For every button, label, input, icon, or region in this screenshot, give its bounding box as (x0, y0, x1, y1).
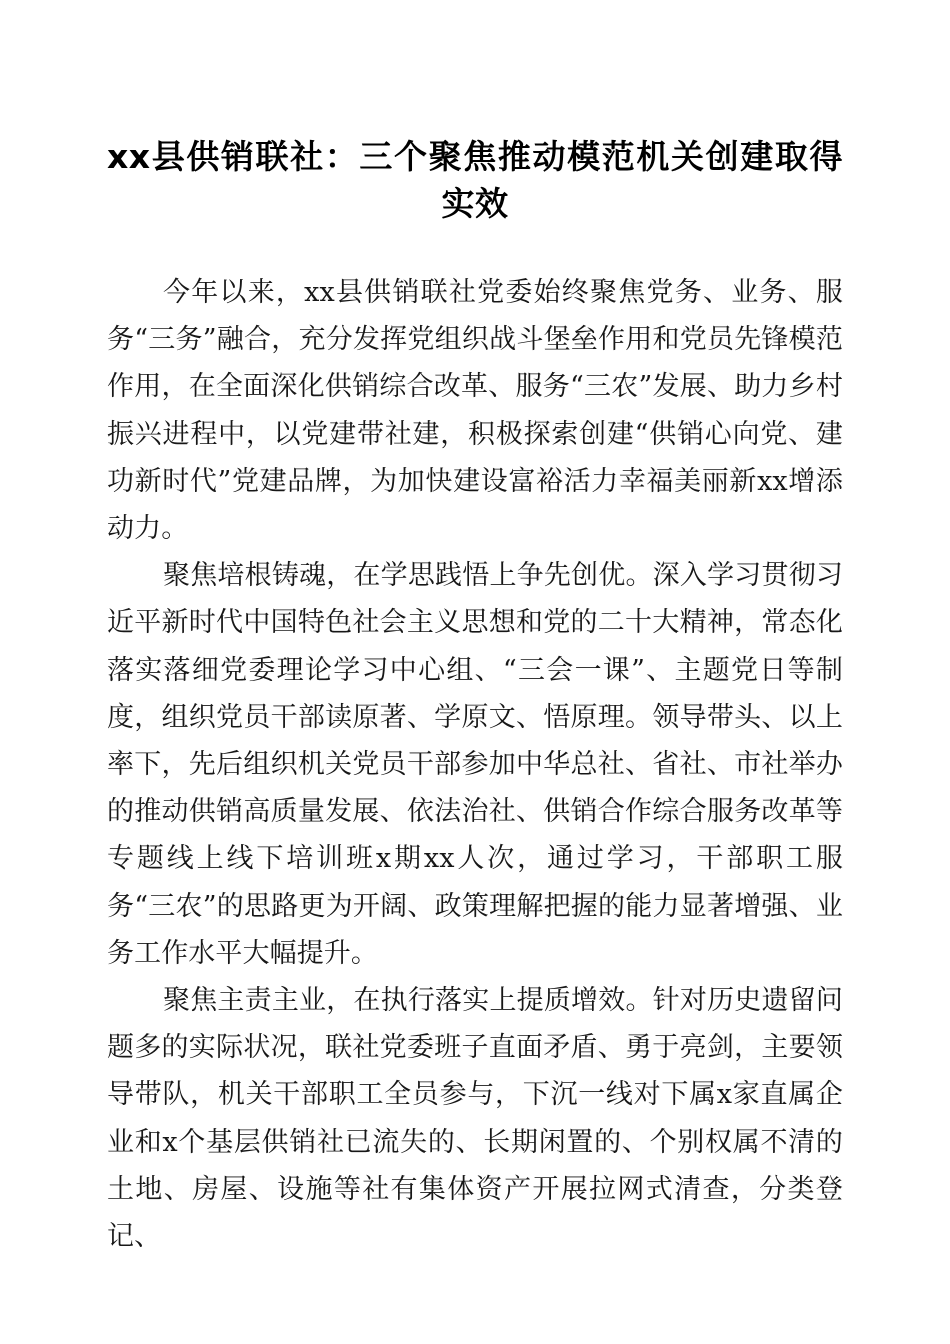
page-title: xx县供销联社：三个聚焦推动模范机关创建取得实效 (107, 137, 843, 223)
page-content (107, 0, 843, 1260)
paragraph: 聚焦主责主业，在执行落实上提质增效。针对历史遗留问题多的实际状况，联社党委班子直面矛盾、勇于亮剑，主要领导带队，机关干部职工全员参与，下沉一线对下属x家直属企业和x个基层供销社已流失的、长期闲置的、个别权属不清的土地、房屋、设施等社有集体资产开展拉网式清查，分类登记、 (107, 985, 843, 1253)
document-body (107, 269, 843, 1260)
paragraph: 今年以来，xx县供销联社党委始终聚焦党务、业务、服务“三务”融合，充分发挥党组织战斗堡垒作用和党员先锋模范作用，在全面深化供销综合改革、服务“三农”发展、助力乡村振兴进程中，以党建带社建，积极探索创建“供销心向党、建功新时代”党建品牌，为加快建设富裕活力幸福美丽新xx增添动力。 (107, 277, 843, 545)
paragraph: 聚焦培根铸魂，在学思践悟上争先创优。深入学习贯彻习近平新时代中国特色社会主义思想和党的二十大精神，常态化落实落细党委理论学习中心组、“三会一课”、主题党日等制度，组织党员干部读原著、学原文、悟原理。领导带头、以上率下，先后组织机关党员干部参加中华总社、省社、市社举办的推动供销高质量发展、依法治社、供销合作综合服务改革等专题线上线下培训班x期xx人次，通过学习，干部职工服务“三农”的思路更为开阔、政策理解把握的能力显著增强、业务工作水平大幅提升。 (107, 560, 843, 969)
